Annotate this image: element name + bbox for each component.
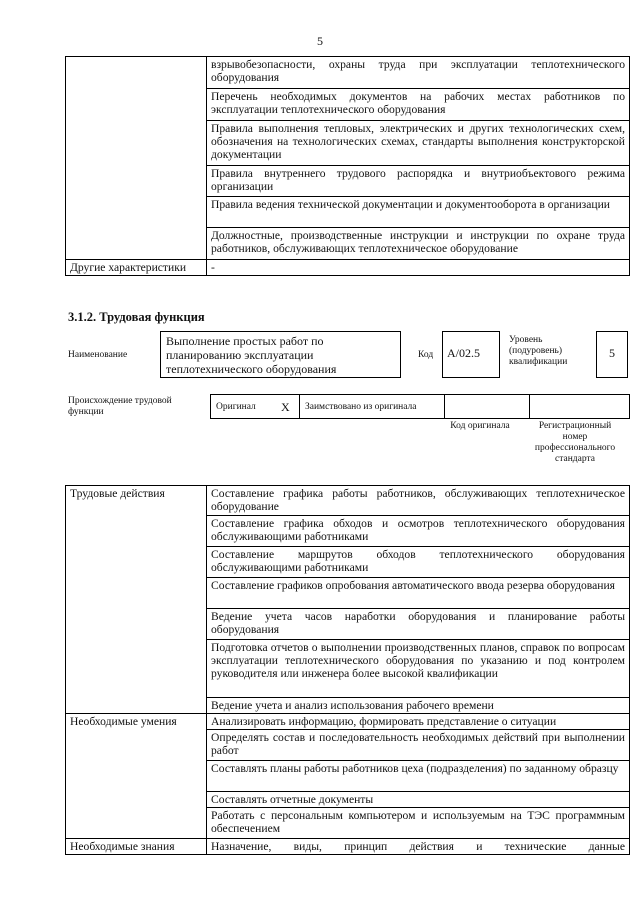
continuation-table <box>65 56 630 276</box>
table-cell: Правила ведения технической документации и документооборота в организации <box>207 197 630 228</box>
row-label: Необходимые умения <box>66 714 207 839</box>
table-cell: - <box>207 260 630 276</box>
reg-number-caption: Регистрационный номер профессионального стандарта <box>534 421 616 464</box>
name-label: Наименование <box>68 350 128 360</box>
table-cell: взрывобезопасности, охраны труда при эксплуатации теплотехнического оборудования <box>207 57 630 89</box>
original-label: Оригинал <box>216 402 256 412</box>
borrowed-cell <box>299 394 445 419</box>
level-value: 5 <box>596 331 628 378</box>
table-cell: Анализировать информацию, формировать представление о ситуации <box>207 714 630 730</box>
original-mark: X <box>281 400 290 414</box>
function-name: Выполнение простых работ по планированию эксплуатации теплотехнического оборудования <box>160 331 401 378</box>
table-cell: Ведение учета и анализ использования рабочего времени <box>207 698 630 714</box>
table-cell: Составлять планы работы работников цеха (подразделения) по заданному образцу <box>207 761 630 792</box>
row-label <box>66 57 207 260</box>
table-cell: Правила внутреннего трудового распорядка и внутриобъектового режима организации <box>207 166 630 197</box>
row-label: Необходимые знания <box>66 839 207 855</box>
row-label: Трудовые действия <box>66 486 207 714</box>
borrowed-label: Заимствовано из оригинала <box>305 402 417 412</box>
function-details-table <box>65 485 630 855</box>
code-original-caption: Код оригинала <box>450 421 510 431</box>
table-cell: Правила выполнения тепловых, электрических и других технологических схем, обозначения на технологических схемах, стандарты выполнения конструкторской документации <box>207 121 630 166</box>
table-cell: Составление графика обходов и осмотров теплотехнического оборудования обслуживающими работниками <box>207 516 630 547</box>
row-label: Другие характеристики <box>66 260 207 276</box>
table-cell: Составление графика работы работников, обслуживающих теплотехническое оборудование <box>207 486 630 516</box>
code-label: Код <box>418 350 434 360</box>
function-code: А/02.5 <box>442 331 500 378</box>
code-original-cell <box>444 394 530 419</box>
table-cell: Подготовка отчетов о выполнении производственных планов, справок по вопросам эксплуатации теплотехнического оборудования по указанию и под контролем руководителя или инженера более высокой квалификации <box>207 640 630 698</box>
table-cell: Составлять отчетные документы <box>207 792 630 808</box>
table-cell: Перечень необходимых документов на рабочих местах работников по эксплуатации теплотехнического оборудования <box>207 89 630 121</box>
table-cell: Работать с персональным компьютером и используемым на ТЭС программным обеспечением <box>207 808 630 839</box>
table-cell: Назначение, виды, принцип действия и технические данные <box>207 839 630 855</box>
table-cell: Ведение учета часов наработки оборудования и планирование работы оборудования <box>207 609 630 640</box>
level-label: Уровень (подуровень) квалификации <box>509 335 568 367</box>
table-cell: Составление графиков опробования автоматического ввода резерва оборудования <box>207 578 630 609</box>
table-cell: Должностные, производственные инструкции и инструкции по охране труда работников, обслуживающих теплотехническое оборудование <box>207 228 630 260</box>
section-heading: 3.1.2. Трудовая функция <box>68 310 205 324</box>
origin-label: Происхождение трудовой функции <box>68 396 172 417</box>
table-cell: Составление маршрутов обходов теплотехнического оборудования обслуживающими работниками <box>207 547 630 578</box>
page-number: 5 <box>317 34 323 48</box>
reg-number-cell <box>529 394 630 419</box>
table-cell: Определять состав и последовательность необходимых действий при выполнении работ <box>207 730 630 761</box>
original-cell <box>210 394 300 419</box>
